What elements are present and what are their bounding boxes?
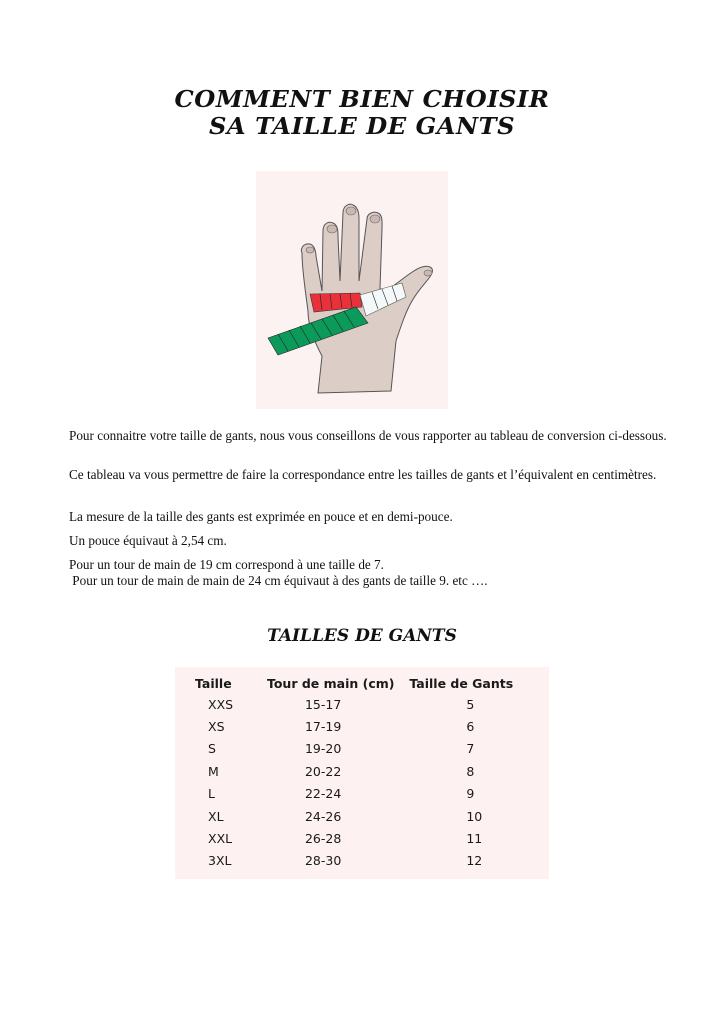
cell-taille: XS: [208, 719, 225, 735]
table-row: [175, 738, 549, 760]
cell-taille: L: [208, 786, 215, 802]
cell-taille-gants: 11: [466, 831, 483, 847]
cell-tour-de-main: 28-30: [304, 853, 342, 869]
table-row: [175, 850, 549, 872]
table-row: [175, 805, 549, 827]
table-header-row: [175, 673, 549, 693]
cell-taille: XXL: [208, 831, 233, 847]
page-title-line-2: SA TAILLE DE GANTS: [208, 113, 516, 140]
cell-taille: S: [208, 741, 216, 757]
size-table: [175, 673, 549, 872]
cell-taille-gants: 12: [466, 853, 483, 869]
size-table-container: [175, 667, 549, 879]
paragraph-pouce: Un pouce équivaut à 2,54 cm.: [69, 533, 227, 548]
cell-tour-de-main: 22-24: [304, 786, 342, 802]
table-row: [175, 827, 549, 849]
paragraph-example-2: Pour un tour de main de main de 24 cm équivaut à des gants de taille 9. etc ….: [69, 573, 488, 588]
hand-with-measuring-tape-icon: [256, 171, 448, 409]
column-header-tour-de-main: Tour de main (cm): [266, 675, 395, 691]
cell-taille: M: [208, 763, 219, 779]
cell-tour-de-main: 17-19: [304, 719, 342, 735]
cell-taille-gants: 9: [466, 786, 475, 802]
cell-taille: XL: [208, 808, 224, 824]
cell-tour-de-main: 19-20: [304, 741, 342, 757]
paragraph-intro: Pour connaitre votre taille de gants, nous vous conseillons de vous rapporter au tableau de conversion ci-dessous.: [69, 428, 667, 443]
section-title: TAILLES DE GANTS: [267, 626, 457, 646]
table-row: [175, 693, 549, 715]
cell-taille-gants: 5: [466, 696, 475, 712]
cell-tour-de-main: 15-17: [304, 696, 342, 712]
hand-measurement-illustration: [256, 171, 448, 409]
cell-taille-gants: 6: [466, 719, 475, 735]
paragraph-example-1: Pour un tour de main de 19 cm correspond à une taille de 7.: [69, 557, 384, 572]
cell-tour-de-main: 24-26: [304, 808, 342, 824]
cell-taille-gants: 10: [466, 808, 483, 824]
table-row: [175, 715, 549, 737]
cell-tour-de-main: 26-28: [304, 831, 342, 847]
page-title-line-1: COMMENT BIEN CHOISIR: [174, 86, 550, 113]
cell-taille: 3XL: [208, 853, 232, 869]
table-row: [175, 783, 549, 805]
paragraph-mesure: La mesure de la taille des gants est exprimée en pouce et en demi-pouce.: [69, 509, 453, 524]
cell-taille: XXS: [208, 696, 234, 712]
cell-tour-de-main: 20-22: [304, 763, 342, 779]
table-row: [175, 760, 549, 782]
page-title: [0, 86, 724, 140]
paragraph-correspondance: Ce tableau va vous permettre de faire la correspondance entre les tailles de gants et l’équivalent en centimètres.: [69, 467, 657, 482]
column-header-taille: Taille: [195, 675, 232, 691]
cell-taille-gants: 7: [466, 741, 475, 757]
cell-taille-gants: 8: [466, 763, 475, 779]
column-header-taille-de-gants: Taille de Gants: [409, 675, 514, 691]
